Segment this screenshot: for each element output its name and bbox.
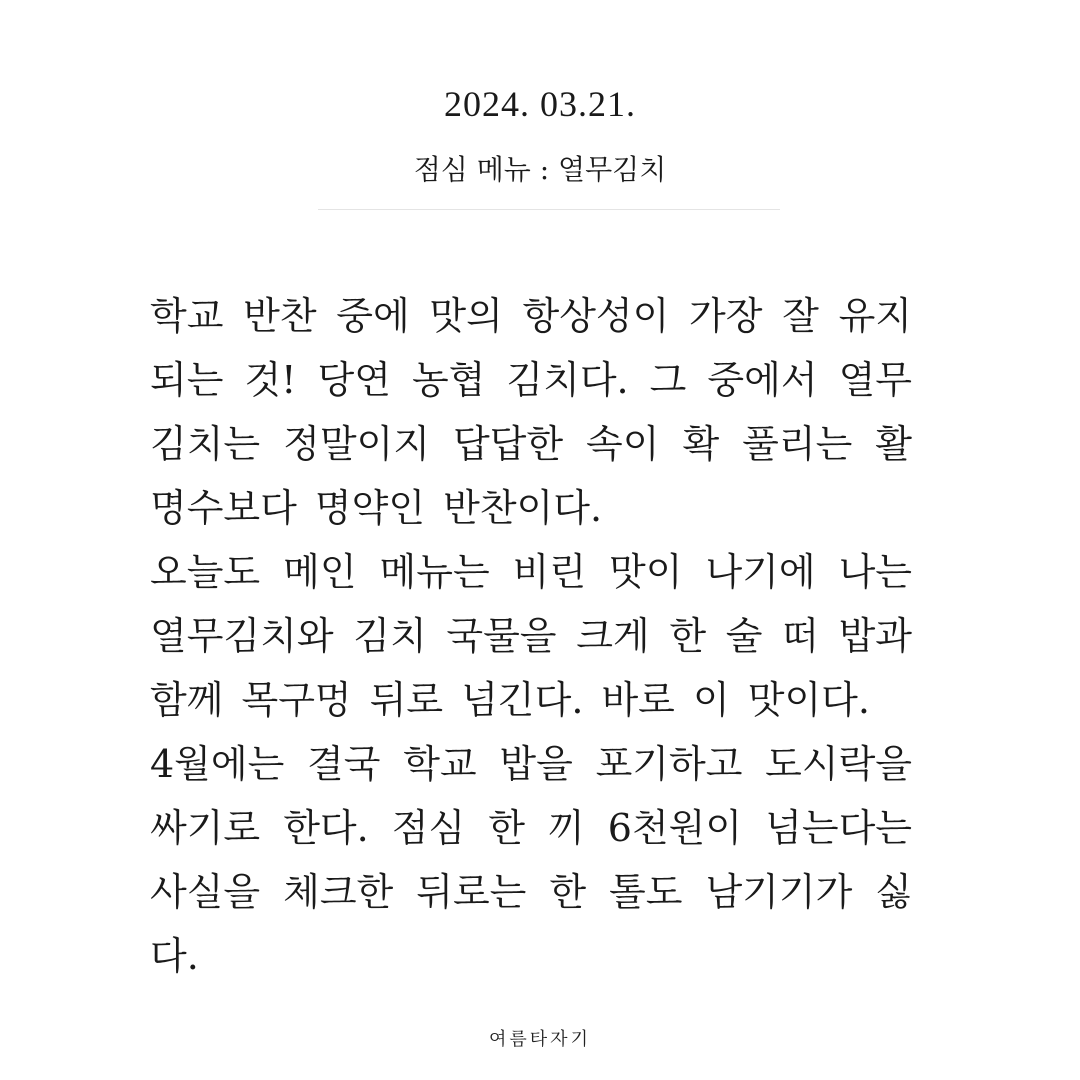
diary-body xyxy=(150,284,912,988)
lunch-menu-subtitle: 점심 메뉴 : 열무김치 xyxy=(413,153,667,186)
body-paragraph: 학교 반찬 중에 맛의 항상성이 가장 잘 유지되는 것! 당연 농협 김치다. 그 중에서 열무김치는 정말이지 답답한 속이 확 풀리는 활명수보다 명약인 반찬이다. xyxy=(150,294,912,530)
header-divider xyxy=(318,209,780,210)
body-paragraph: 오늘도 메인 메뉴는 비린 맛이 나기에 나는 열무김치와 김치 국물을 크게 한 술 떠 밥과 함께 목구멍 뒤로 넘긴다. 바로 이 맛이다. xyxy=(150,550,912,722)
body-paragraph: 4월에는 결국 학교 밥을 포기하고 도시락을 싸기로 한다. 점심 한 끼 6천원이 넘는다는 사실을 체크한 뒤로는 한 톨도 남기기가 싫다. xyxy=(150,742,912,978)
author-signature: 여름타자기 xyxy=(489,1029,591,1050)
entry-date: 2024. 03.21. xyxy=(444,84,636,124)
